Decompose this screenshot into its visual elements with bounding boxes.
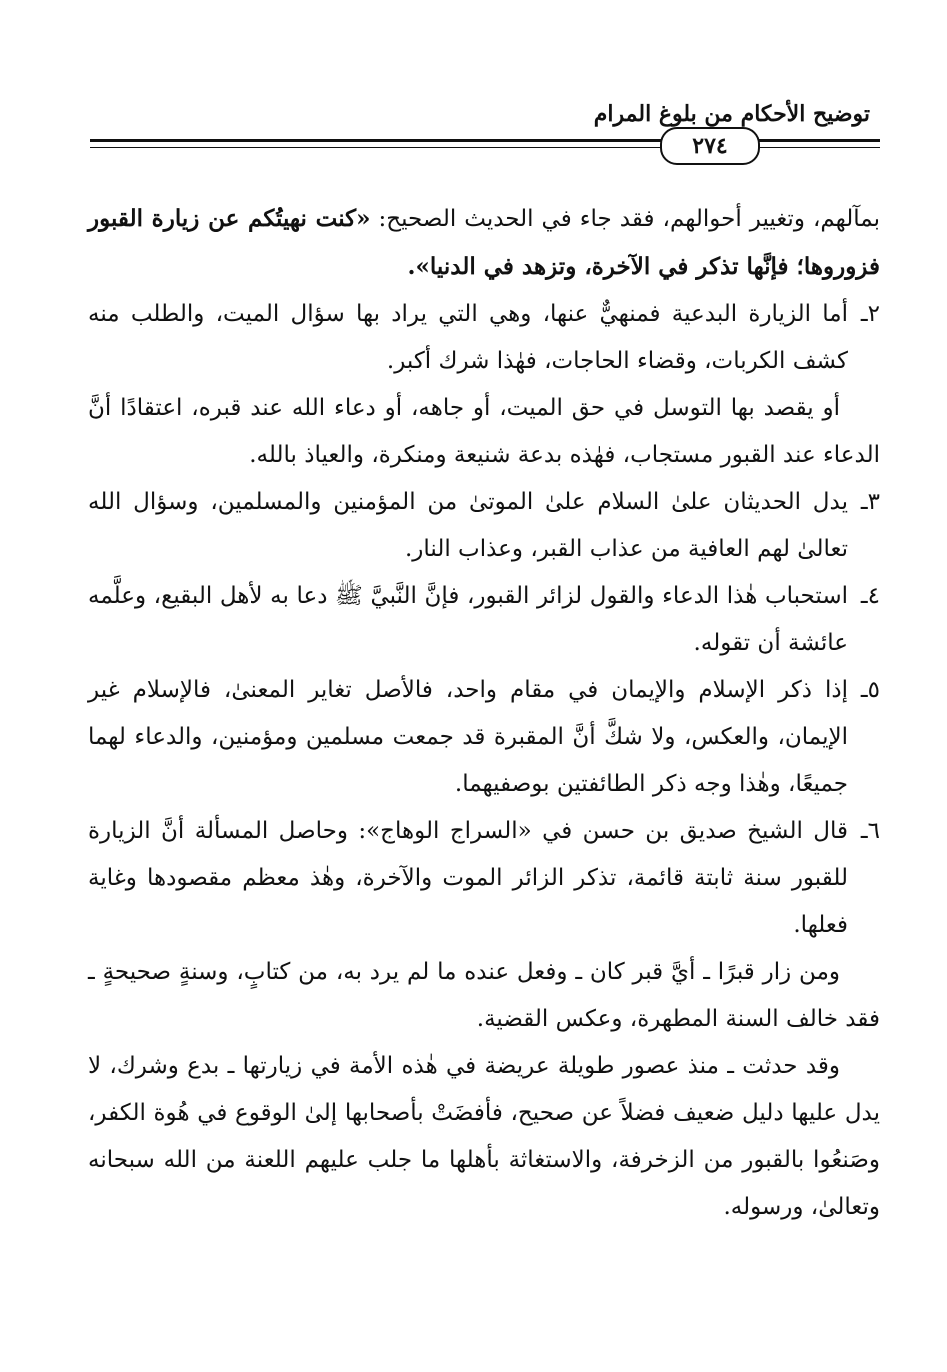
paragraph: ومن زار قبرًا ـ أيَّ قبر كان ـ وفعل عنده ما لم يرد به، من كتابٍ، وسنةٍ صحيحةٍ ـ فقد خالف السنة المطهرة، وعكس القضية. bbox=[88, 959, 880, 1032]
item-text: أما الزيارة البدعية فمنهيٌّ عنها، وهي التي يراد بها سؤال الميت، والطلب منه كشف الكربات، وقضاء الحاجات، فهٰذا شرك أكبر. bbox=[88, 301, 848, 374]
item-number: ٥ـ bbox=[860, 677, 880, 703]
item-text: يدل الحديثان علىٰ السلام علىٰ الموتىٰ من المؤمنين والمسلمين، وسؤال الله تعالىٰ لهم العافية من عذاب القبر، وعذاب النار. bbox=[88, 489, 848, 562]
header-rule-thick bbox=[90, 139, 880, 142]
item-text: استحباب هٰذا الدعاء والقول لزائر القبور، فإنَّ النَّبيَّ ﷺ دعا به لأهل البقيع، وعلَّمه عائشة أن تقوله. bbox=[88, 583, 848, 656]
page-number-badge bbox=[660, 127, 760, 165]
book-title: توضيح الأحكام من بلوغ المرام bbox=[593, 101, 870, 127]
paragraph-continuation bbox=[88, 195, 880, 291]
list-item-6 bbox=[88, 808, 880, 949]
item-number: ٤ـ bbox=[860, 583, 880, 609]
list-item-5 bbox=[88, 667, 880, 808]
page-header bbox=[90, 95, 880, 165]
page-body bbox=[88, 195, 880, 1231]
list-item-3 bbox=[88, 479, 880, 573]
hadith-quote: «كنت نهيتُكم عن زيارة القبور فزوروها؛ فإنَّها تذكر في الآخرة، وتزهد في الدنيا». bbox=[88, 205, 880, 280]
list-item-2 bbox=[88, 291, 880, 385]
page-number: ٢٧٤ bbox=[692, 133, 728, 159]
item-number: ٦ـ bbox=[860, 818, 880, 844]
item-text: إذا ذكر الإسلام والإيمان في مقام واحد، فالأصل تغاير المعنىٰ، فالإسلام غير الإيمان، والعكس، ولا شكَّ أنَّ المقبرة قد جمعت مسلمين ومؤمنين، والدعاء لهما جميعًا، وهٰذا وجه ذكر الطائفتين بوصفيهما. bbox=[88, 677, 848, 797]
item-text: قال الشيخ صديق بن حسن في «السراج الوهاج»: وحاصل المسألة أنَّ الزيارة للقبور سنة ثابتة قائمة، تذكر الزائر الموت والآخرة، وهٰذ معظم مقصودها وغاية فعلها. bbox=[88, 818, 849, 938]
list-item-4 bbox=[88, 573, 880, 667]
item-number: ٢ـ bbox=[860, 301, 880, 327]
header-rule-thin bbox=[90, 147, 880, 148]
paragraph: وقد حدثت ـ منذ عصور طويلة عريضة في هٰذه الأمة في زيارتها ـ بدع وشرك، لا يدل عليها دليل ضعيف فضلاً عن صحيح، فأفضَتْ بأصحابها إلىٰ الوقوع في هُوة الكفر، وصَنعُوا بالقبور من الزخرفة، والاستغاثة بأهلها ما جلب عليهم اللعنة من الله سبحانه وتعالىٰ، ورسوله. bbox=[88, 1053, 880, 1220]
paragraph: أو يقصد بها التوسل في حق الميت، أو جاهه، أو دعاء الله عند قبره، اعتقادًا أنَّ الدعاء عند القبور مستجاب، فهٰذه بدعة شنيعة ومنكرة، والعياذ بالله. bbox=[88, 395, 880, 468]
item-number: ٣ـ bbox=[860, 489, 880, 515]
paragraph-text: بمآلهم، وتغيير أحوالهم، فقد جاء في الحديث الصحيح: bbox=[370, 206, 880, 232]
